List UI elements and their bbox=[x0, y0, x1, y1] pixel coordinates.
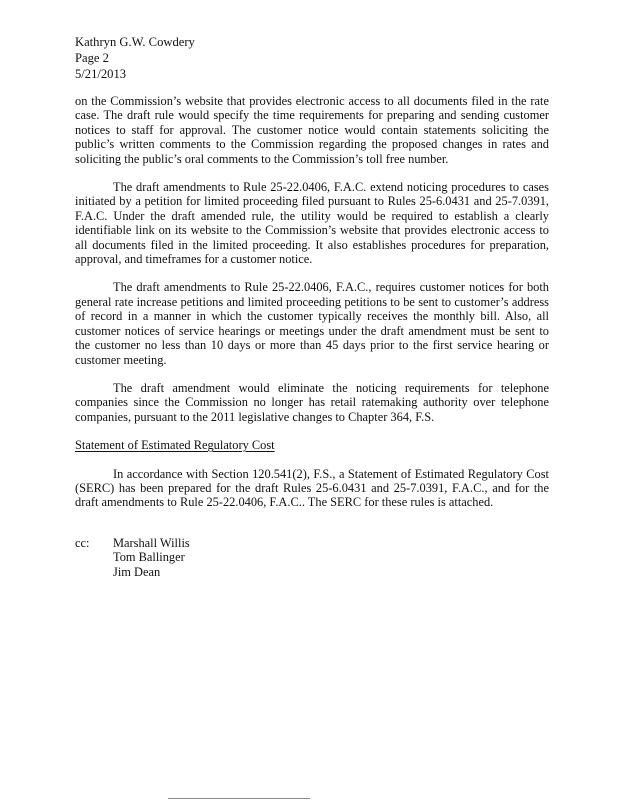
letter-date: 5/21/2013 bbox=[75, 67, 127, 81]
letter-body bbox=[75, 94, 549, 586]
paragraph-limited-proceeding: The draft amendments to Rule 25-22.0406, F.A.C. extend noticing procedures to cases initiated by a petition for limited proceeding filed pursuant to Rules 25-6.0431 and 25-7.0391, F.A.C. Under the draft amended rule, the utility would be required to establish a clearly identifiable link on its website to the Commission’s website that provides electronic access to all documents filed in the limited proceeding. It also establishes procedures for preparation, approval, and timeframes for a customer notice. bbox=[75, 180, 549, 267]
recipient-name: Kathryn G.W. Cowdery bbox=[75, 35, 195, 49]
cc-label: cc: bbox=[75, 535, 90, 550]
cc-name: Jim Dean bbox=[113, 564, 161, 579]
cc-name: Tom Ballinger bbox=[113, 550, 185, 565]
page-number: Page 2 bbox=[75, 51, 109, 65]
paragraph-customer-notices: The draft amendments to Rule 25-22.0406, F.A.C., requires customer notices for both general rate increase petitions and limited proceeding petitions to be sent to customer’s address of record in a manner in which the customer typically receives the monthly bill. Also, all customer notices of service hearings or meetings under the draft amendment must be sent to the customer no less than 10 days or more than 45 days prior to the first service hearing or customer meeting. bbox=[75, 280, 549, 367]
footer-rule bbox=[168, 798, 310, 799]
cc-name: Marshall Willis bbox=[113, 535, 190, 550]
cc-block bbox=[75, 536, 549, 586]
cc-list bbox=[113, 536, 190, 579]
paragraph-serc: In accordance with Section 120.541(2), F.S., a Statement of Estimated Regulatory Cost (SERC) has been prepared for the draft Rules 25-6.0431 and 25-7.0391, F.A.C., and for the draft amendments to Rule 25-22.0406, F.A.C.. The SERC for these rules is attached. bbox=[75, 466, 549, 510]
letter-header bbox=[75, 34, 475, 82]
section-heading: Statement of Estimated Regulatory Cost bbox=[75, 438, 275, 453]
paragraph-continued: on the Commission’s website that provides electronic access to all documents filed in the rate case. The draft rule would specify the time requirements for preparing and sending customer notices to staff for approval. The customer notice would contain statements soliciting the public’s written comments to the Commission regarding the proposed changes in rates and soliciting the public’s oral comments to the Commission’s toll free number. bbox=[75, 94, 549, 166]
paragraph-telephone-companies: The draft amendment would eliminate the noticing requirements for telephone companies since the Commission no longer has retail ratemaking authority over telephone companies, pursuant to the 2011 legislative changes to Chapter 364, F.S. bbox=[75, 380, 549, 424]
